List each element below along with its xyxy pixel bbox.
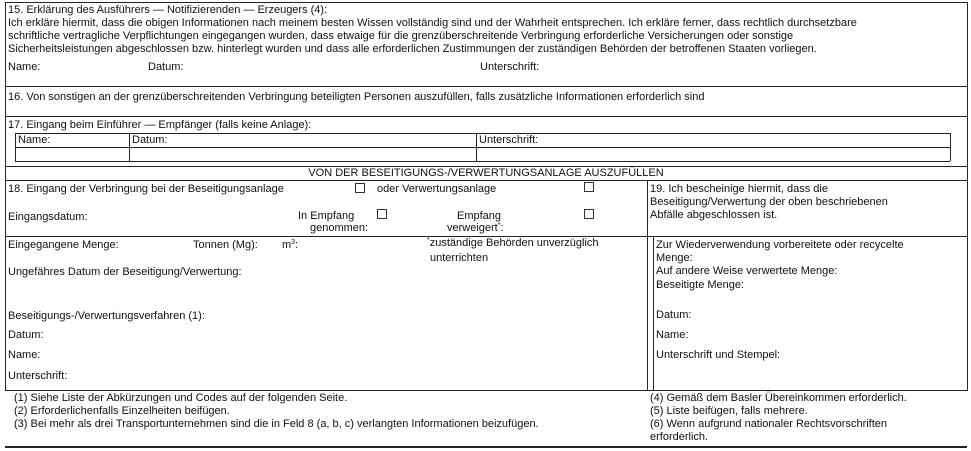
s18-m3-label: $m^3$:	[282, 239, 299, 251]
s17-signature-label: Unterschrift:	[479, 134, 539, 146]
s17-table-left	[15, 133, 16, 161]
s17-table-col2	[476, 133, 477, 161]
page-bottom-rule	[5, 446, 967, 448]
s19-other-recovery-label: Auf andere Weise verwertete Menge:	[656, 265, 838, 277]
facility-header: VON DER BESEITIGUNGS-/VERWERTUNGSANLAGE AUSZUFÜLLEN	[308, 167, 664, 179]
s15-title: 15. Erklärung des Ausführers — Notifizierenden — Erzeugers (4):	[8, 4, 328, 16]
frame-bottom	[5, 390, 967, 391]
s18-title: 18. Eingang der Verbringung bei der Beseitigungsanlage	[8, 183, 284, 195]
s15-datum-label: Datum:	[148, 61, 184, 73]
s17-title: 17. Eingang beim Einführer — Empfänger (falls keine Anlage):	[8, 119, 312, 131]
s18-approx-date-label: Ungefähres Datum der Beseitigung/Verwertung:	[8, 266, 242, 278]
divider-15-16	[5, 86, 967, 87]
s18-menge-label: Eingegangene Menge:	[8, 239, 119, 251]
footnote-2: (2) Erforderlichenfalls Einzelheiten beifügen.	[14, 405, 230, 417]
s19-stamp-label: Unterschrift und Stempel:	[656, 349, 781, 361]
frame-top	[5, 2, 967, 3]
s16-title: 16. Von sonstigen an der grenzüberschreitenden Verbringung beteiligten Personen auszufüllen, falls zusätzliche Informationen erforderlich sind	[8, 91, 705, 103]
s19-datum-label: Datum:	[656, 309, 692, 321]
footnote-6-line2: erforderlich.	[650, 431, 709, 443]
s15-line1: Ich erkläre hiermit, dass die obigen Informationen nach meinem besten Wissen vollständig sind und der Wahrheit entsprechen. Ich erkläre ferner, dass rechtlich durchsetzbare	[8, 17, 857, 29]
s17-table-mid	[15, 147, 950, 148]
s18-authorities-line2: unterrichten	[430, 252, 489, 264]
frame-right	[967, 2, 968, 391]
s15-signature-label: Unterschrift:	[480, 61, 540, 73]
s19-line1: 19. Ich bescheinige hiermit, dass die	[650, 183, 828, 195]
s15-name-label: Name:	[8, 61, 41, 73]
s18-procedure-label: Beseitigungs-/Verwertungsverfahren (1):	[8, 310, 205, 322]
footnote-3: (3) Bei mehr als drei Transportunternehmen sind die in Feld 8 (a, b, c) verlangten Informationen beizufügen.	[14, 418, 539, 430]
s15-line3: Sicherheitsleistungen abgeschlossen bzw. hinterlegt wurden und dass alle erforderlichen Zustimmungen der zuständigen Behörden der betroffenen Staaten vorliegen.	[8, 43, 817, 55]
footnote-5: (5) Liste beifügen, falls mehrere.	[650, 405, 808, 417]
s18-datum-label: Datum:	[8, 329, 44, 341]
s19-inner-border	[653, 236, 654, 391]
s19-disposed-label: Beseitigte Menge:	[656, 279, 745, 291]
s18-authorities-line1: *zuständige Behörden unverzüglich	[427, 237, 599, 249]
s15-line2: schriftliche vertragliche Verpflichtungen eingegangen wurden, dass etwaige für die grenzüberschreitende Verbringung erforderliche Versicherungen oder sonstige	[8, 30, 794, 42]
s18-name-label: Name:	[8, 349, 41, 361]
s17-table-bottom	[15, 161, 950, 162]
s17-table-col1	[129, 133, 130, 161]
s18-rejected-label-2: verweigert*:	[447, 222, 504, 234]
s18-signature-label: Unterschrift:	[8, 370, 68, 382]
s17-name-label: Name:	[18, 134, 51, 146]
s18-rejected-label-1: Empfang	[457, 210, 502, 222]
divider-18-19	[647, 180, 648, 391]
footnote-6-line1: (6) Wenn aufgrund nationaler Rechtsvorschriften	[650, 418, 888, 430]
s18-accepted-label-2: genommen:	[310, 222, 369, 234]
footnote-4: (4) Gemäß dem Basler Übereinkommen erforderlich.	[650, 392, 907, 404]
s19-name-label: Name:	[656, 329, 689, 341]
s18-eingangsdatum-label: Eingangsdatum:	[8, 211, 88, 223]
frame-left	[5, 2, 6, 391]
divider-facility-18	[5, 180, 967, 181]
s17-table-right	[950, 133, 951, 161]
s19-reuse-label-2: Menge:	[656, 252, 693, 264]
divider-19-inner	[647, 236, 967, 237]
divider-16-17	[5, 116, 967, 117]
s17-datum-label: Datum:	[132, 134, 168, 146]
footnote-1: (1) Siehe Liste der Abkürzungen und Codes auf der folgenden Seite.	[14, 392, 348, 404]
disposal-facility-checkbox[interactable]	[355, 183, 365, 193]
s19-line2: Beseitigung/Verwertung der oben beschriebenen	[650, 196, 888, 208]
s19-line3: Abfälle abgeschlossen ist.	[650, 209, 778, 221]
s18-accepted-label-1: In Empfang	[298, 210, 355, 222]
s19-reuse-label-1: Zur Wiederverwendung vorbereitete oder recycelte	[656, 239, 904, 251]
s18-oder-label: oder Verwertungsanlage	[377, 183, 497, 195]
recovery-facility-checkbox[interactable]	[584, 182, 594, 192]
rejected-checkbox[interactable]	[584, 209, 594, 219]
accepted-checkbox[interactable]	[377, 209, 387, 219]
s18-tonnen-label: Tonnen (Mg):	[193, 239, 258, 251]
